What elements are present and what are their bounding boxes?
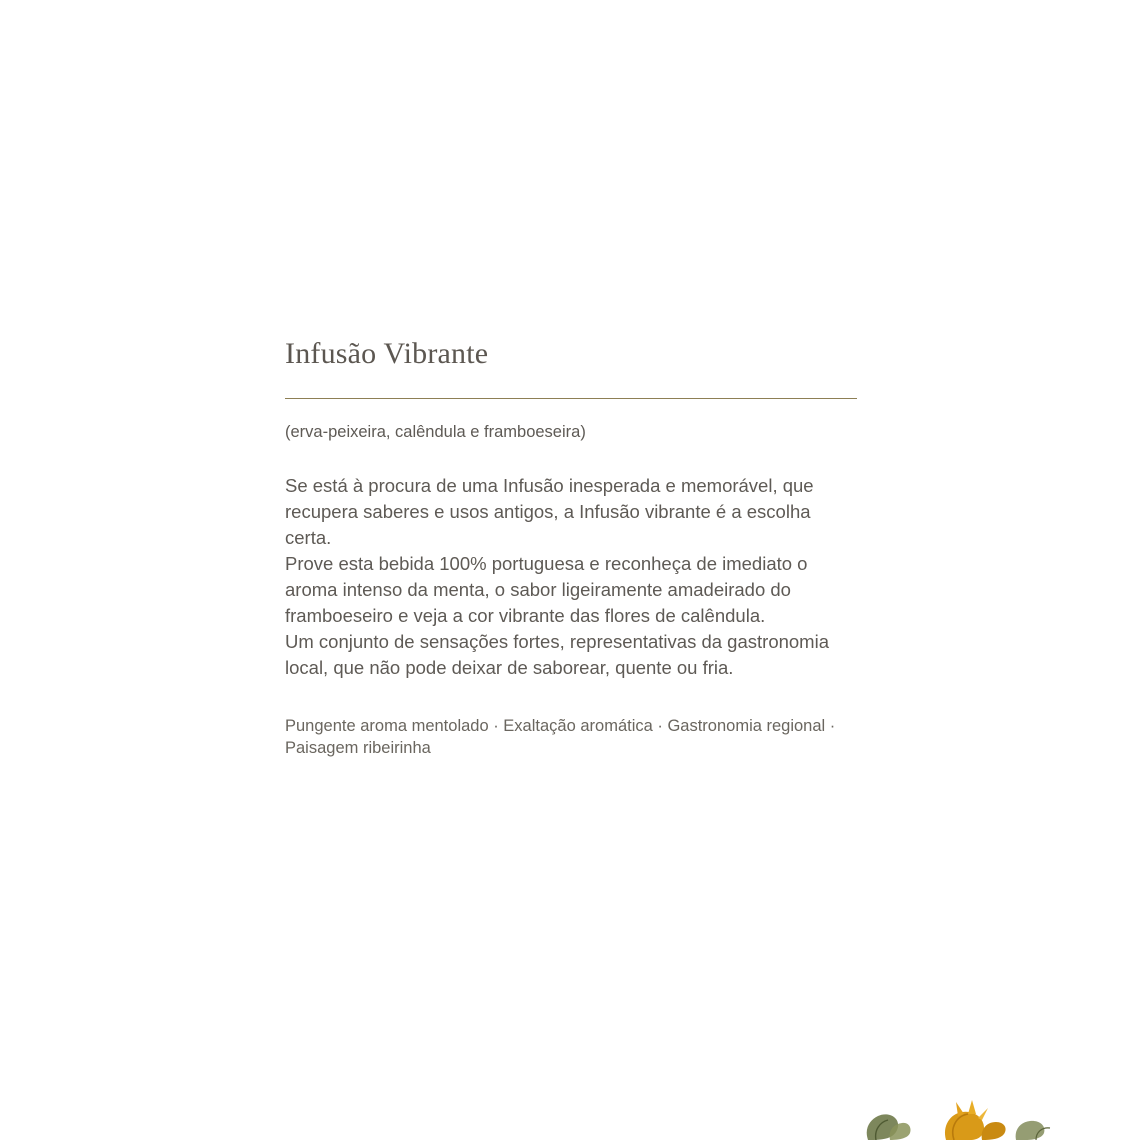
description-paragraph-1: Se está à procura de uma Infusão inesperada e memorável, que recupera saberes e usos antigos, a Infusão vibrante é a escolha certa. — [285, 475, 814, 549]
title-divider — [285, 398, 857, 399]
product-description-block — [285, 336, 857, 759]
product-ingredients-subtitle: (erva-peixeira, calêndula e framboeseira) — [285, 423, 586, 441]
page-title: Infusão Vibrante — [285, 337, 489, 370]
dried-flowers-decorative-icon — [850, 1070, 1080, 1140]
description-paragraph-2: Prove esta bebida 100% portuguesa e reconheça de imediato o aroma intenso da menta, o sabor ligeiramente amadeirado do framboeseiro e veja a cor vibrante das flores de calêndula. — [285, 553, 808, 627]
product-description-text — [285, 473, 857, 681]
description-paragraph-3: Um conjunto de sensações fortes, representativas da gastronomia local, que não pode deixar de saborear, quente ou fria. — [285, 631, 829, 679]
product-keywords: Pungente aroma mentolado · Exaltação aromática · Gastronomia regional · Paisagem ribeirinha — [285, 717, 836, 758]
